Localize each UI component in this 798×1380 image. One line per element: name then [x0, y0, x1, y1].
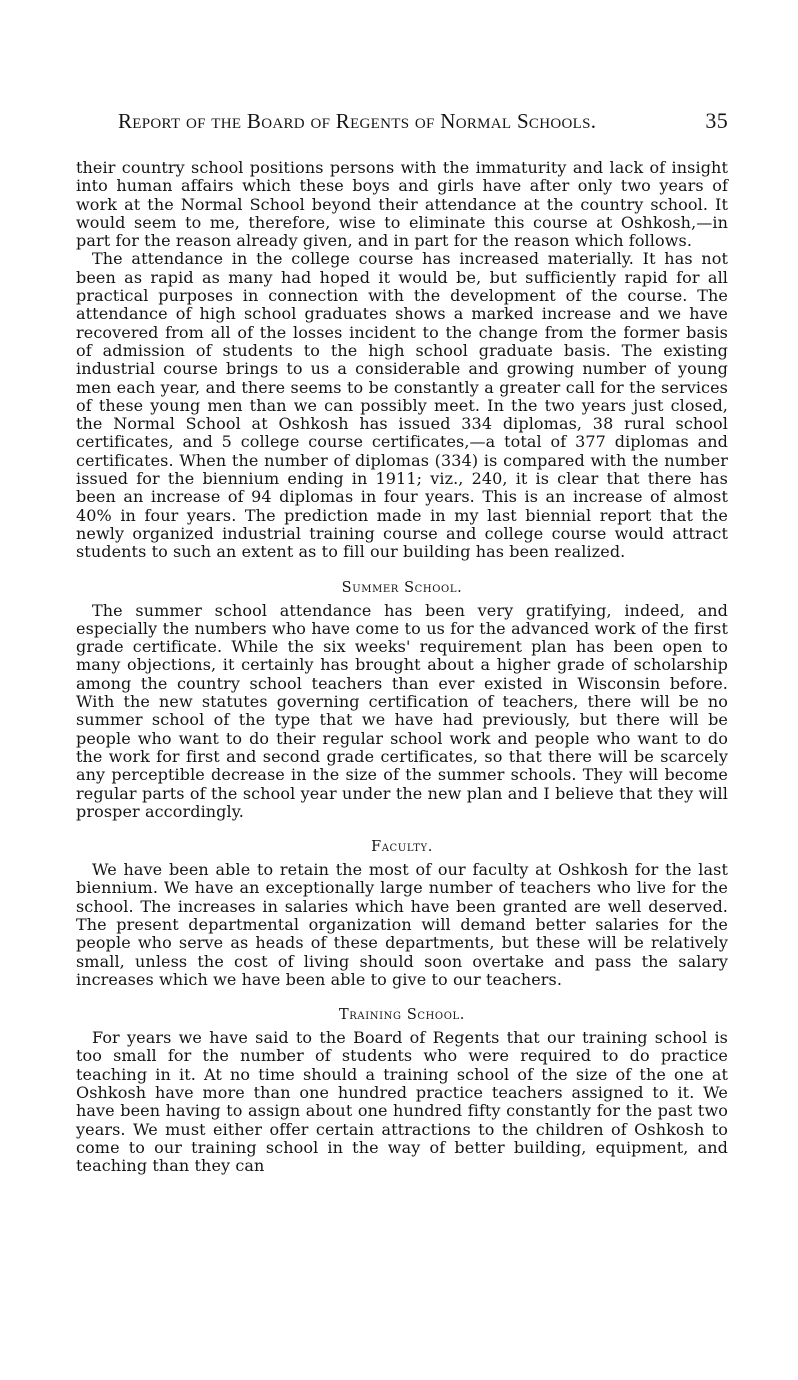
- running-header: [76, 104, 728, 138]
- body-text: [76, 159, 728, 1176]
- heading-faculty: Faculty.: [371, 839, 433, 856]
- paragraph-continuation: their country school positions persons with the immaturity and lack of insight into human affairs which these boys and girls have after only two years of work at the Normal School beyond their attendance at the country school. It would seem to me, therefore, wise to eliminate this course at Oshkosh,—in part for the reason already given, and in part for the reason which follows.: [76, 158, 728, 251]
- paragraph-training-school: For years we have said to the Board of Regents that our training school is too small for the number of students who were required to do practice teaching in it. At no time should a training school of the size of the one at Oshkosh have more than one hundred practice teachers assigned to it. We have been having to assign about one hundred fifty constantly for the past two years. We must either offer certain attractions to the children of Oshkosh to come to our training school in the way of better building, equipment, and teaching than they can: [76, 1028, 728, 1176]
- heading-summer-school: Summer School.: [341, 579, 463, 596]
- paragraph-summer-school: The summer school attendance has been very gratifying, indeed, and especially the numbers who have come to us for the advanced work of the first grade certificate. While the six weeks' requirement plan has been open to many objections, it certainly has brought about a higher grade of scholarship among the country school teachers than ever existed in Wisconsin before. With the new statutes governing certification of teachers, there will be no summer school of the type that we have had previously, but there will be people who want to do their regular school work and people who want to do the work for first and second grade certificates, so that there will be scarcely any perceptible decrease in the size of the summer schools. They will become regular parts of the school year under the new plan and I believe that they will prosper accordingly.: [76, 600, 728, 821]
- paragraph-college-course: The attendance in the college course has increased materially. It has not been as rapid as many had hoped it would be, but sufficiently rapid for all practical purposes in connection with the development of the course. The attendance of high school graduates shows a marked increase and we have recovered from all of the losses incident to the change from the former basis of admission of students to the high school graduate basis. The existing industrial course brings to us a considerable and growing number of young men each year, and there seems to be constantly a greater call for the services of these young men than we can possibly meet. In the two years just closed, the Normal School at Oshkosh has issued 334 diplomas, 38 rural school certificates, and 5 college course certificates,—a total of 377 diplomas and certificates. When the number of diplomas (334) is compared with the number issued for the biennium ending in 1911; viz., 240, it is clear that there has been an increase of 94 diplomas in four years. This is an increase of almost 40% in four years. The prediction made in my last biennial report that the newly organized industrial training course and college course would attract students to such an extent as to fill our building has been realized.: [76, 249, 728, 562]
- header-title: Report of the Board of Regents of Normal Schools.: [118, 109, 597, 133]
- paragraph-faculty: We have been able to retain the most of our faculty at Oshkosh for the last biennium. We have an exceptionally large number of teachers who live for the school. The increases in salaries which have been granted are well deserved. The present departmental organization will demand better salaries for the people who serve as heads of these departments, but these will be relatively small, unless the cost of living should soon overtake and pass the salary increases which we have been able to give to our teachers.: [76, 860, 728, 989]
- heading-training-school: Training School.: [339, 1007, 465, 1024]
- page-number: 35: [705, 108, 728, 133]
